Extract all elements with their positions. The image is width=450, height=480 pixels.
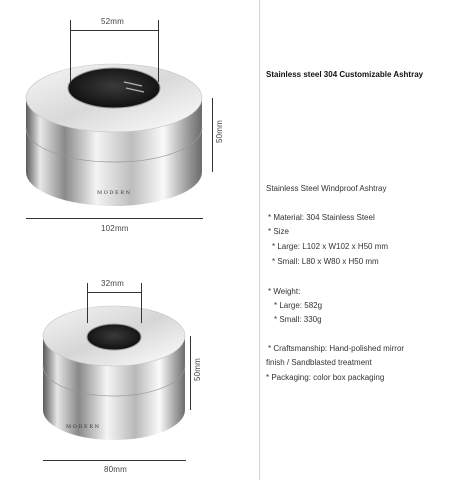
product-title: Stainless steel 304 Customizable Ashtray xyxy=(266,70,424,79)
spec-size-large: * Large: L102 x W102 x H50 mm xyxy=(272,242,389,251)
dim-guide xyxy=(141,283,142,323)
product-details-panel xyxy=(260,0,450,480)
dim-line xyxy=(212,98,213,172)
large-width-label: 102mm xyxy=(101,224,129,233)
spec-craftsmanship-cont: finish / Sandblasted treatment xyxy=(266,358,372,367)
dim-line xyxy=(43,460,186,461)
spec-material: * Material: 304 Stainless Steel xyxy=(268,213,375,222)
spec-packaging: * Packaging: color box packaging xyxy=(266,373,385,382)
large-top-diameter-label: 52mm xyxy=(101,17,125,26)
small-top-diameter-label: 32mm xyxy=(101,279,125,288)
spec-craftsmanship: * Craftsmanship: Hand-polished mirror xyxy=(268,344,405,353)
brand-engraving: MODERN xyxy=(66,424,101,430)
dim-line xyxy=(190,336,191,410)
dim-line xyxy=(26,218,203,219)
spec-weight-label: * Weight: xyxy=(268,287,301,296)
spec-weight-large: * Large: 582g xyxy=(274,301,323,310)
spec-weight-small: * Small: 330g xyxy=(274,315,322,324)
spec-size-small: * Small: L80 x W80 x H50 mm xyxy=(272,257,379,266)
small-width-label: 80mm xyxy=(104,465,128,474)
small-ashtray-image xyxy=(0,250,259,480)
dim-guide xyxy=(87,283,88,323)
dim-line xyxy=(87,292,142,293)
large-height-label: 50mm xyxy=(215,120,224,144)
product-subtitle: Stainless Steel Windproof Ashtray xyxy=(266,184,387,193)
small-height-label: 50mm xyxy=(193,358,202,382)
dim-line xyxy=(70,30,159,31)
brand-engraving: MODERN xyxy=(97,190,132,196)
spec-size-label: * Size xyxy=(268,227,289,236)
